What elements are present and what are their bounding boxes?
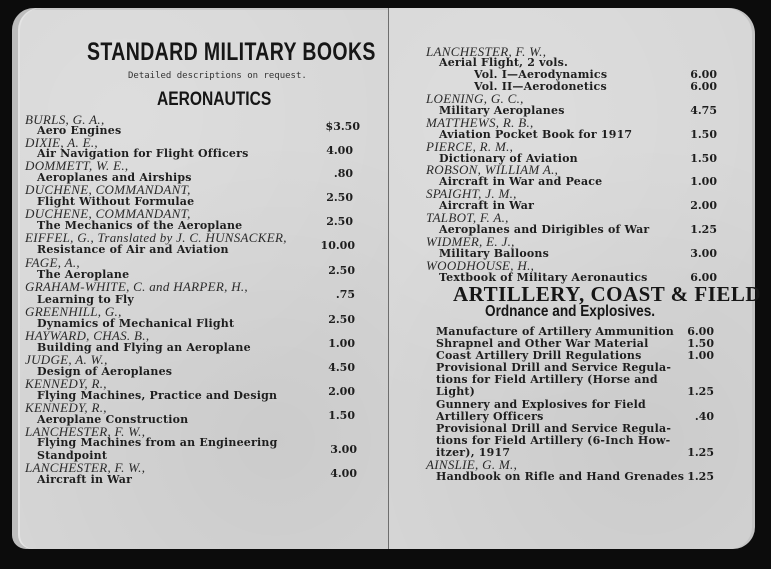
entry-author: ROBSON, WILLIAM A., <box>426 162 559 177</box>
entry-title: Gunnery and Explosives for Field <box>436 398 646 411</box>
entry-title: Aeroplanes and Dirigibles of War <box>439 223 650 236</box>
entry-author: JUDGE, A. W., <box>25 352 108 367</box>
entry-price: .40 <box>694 410 714 423</box>
entry-title: Design of Aeroplanes <box>37 365 173 378</box>
entry-title: Resistance of Air and Aviation <box>37 243 229 256</box>
entry-title-continued: Standpoint <box>37 449 108 462</box>
entry-author: MATTHEWS, R. B., <box>426 115 534 130</box>
entry-price: $3.50 <box>325 120 360 133</box>
entry-author: LOENING, G. C., <box>426 91 524 106</box>
entry-author: DUCHENE, COMMANDANT, <box>25 206 191 221</box>
left-page <box>12 8 389 549</box>
entry-title: Artillery Officers <box>436 410 544 423</box>
entry-author: EIFFEL, G., Translated by J. C. HUNSACKER, <box>25 230 287 245</box>
entry-price: 1.50 <box>687 337 714 350</box>
entry-author: KENNEDY, R., <box>25 376 107 391</box>
entry-title: Military Balloons <box>439 247 549 260</box>
section-heading-artillery: ARTILLERY, COAST & FIELD <box>453 282 762 306</box>
entry-price: 2.00 <box>328 385 355 398</box>
entry-title: Learning to Fly <box>37 293 134 306</box>
volume-title: Vol. II—Aerodonetics <box>474 80 607 93</box>
entry-author: KENNEDY, R., <box>25 400 107 415</box>
entry-price: 6.00 <box>690 68 717 81</box>
entry-author: DIXIE, A. E., <box>25 135 98 150</box>
right-page <box>389 8 762 549</box>
entry-price: 2.50 <box>328 264 355 277</box>
entry-price: 4.75 <box>690 104 717 117</box>
catalog-subheading: Detailed descriptions on request. <box>128 71 307 81</box>
volume-title: Vol. I—Aerodynamics <box>474 68 608 81</box>
entry-title: Air Navigation for Flight Officers <box>37 147 249 160</box>
entry-price: .75 <box>335 288 355 301</box>
entry-title: Flight Without Formulae <box>37 195 195 208</box>
entry-author: LANCHESTER, F. W., <box>426 44 547 59</box>
entry-author: SPAIGHT, J. M., <box>426 186 517 201</box>
entry-author: LANCHESTER, F. W., <box>25 424 146 439</box>
entry-title: Shrapnel and Other War Material <box>436 337 649 350</box>
entry-author: GREENHILL, G., <box>25 304 122 319</box>
entry-title: The Mechanics of the Aeroplane <box>37 219 243 232</box>
catalog-heading: STANDARD MILITARY BOOKS <box>87 38 376 66</box>
entry-title: The Aeroplane <box>37 268 130 281</box>
entry-title: itzer), 1917 <box>436 446 511 459</box>
entry-author: TALBOT, F. A., <box>426 210 509 225</box>
entry-author: WOODHOUSE, H., <box>426 258 535 273</box>
entry-price: 1.25 <box>687 385 714 398</box>
entry-title: tions for Field Artillery (Horse and <box>436 373 658 386</box>
entry-title: Aeroplane Construction <box>37 413 189 426</box>
entry-price: 2.50 <box>326 191 353 204</box>
entry-price: 2.50 <box>326 215 353 228</box>
entry-price: 2.50 <box>328 313 355 326</box>
entry-price: 1.25 <box>687 446 714 459</box>
entry-title: Manufacture of Artillery Ammunition <box>436 325 674 338</box>
entry-author: DOMMETT, W. E., <box>25 158 129 173</box>
section-heading-aeronautics: AERONAUTICS <box>157 89 272 110</box>
entry-price: 1.00 <box>690 175 717 188</box>
entry-title: Flying Machines, Practice and Design <box>37 389 278 402</box>
entry-price: 1.00 <box>328 337 355 350</box>
section-subheading-ordnance: Ordnance and Explosives. <box>485 303 656 320</box>
entry-price: .80 <box>333 167 353 180</box>
entry-price: 1.00 <box>687 349 714 362</box>
entry-title: Dynamics of Mechanical Flight <box>37 317 235 330</box>
entry-price: 4.50 <box>328 361 355 374</box>
entry-title: Military Aeroplanes <box>439 104 565 117</box>
entry-title: Light) <box>436 385 476 398</box>
open-book <box>12 8 762 549</box>
entry-author: FAGE, A., <box>25 255 80 270</box>
entry-title: tions for Field Artillery (6-Inch How- <box>436 434 671 447</box>
entry-price: 6.00 <box>690 271 717 284</box>
entry-price: 1.50 <box>690 128 717 141</box>
entry-price: 1.25 <box>687 470 714 483</box>
entry-author: WIDMER, E. J., <box>426 234 515 249</box>
entry-title: Aviation Pocket Book for 1917 <box>439 128 633 141</box>
entry-title: Textbook of Military Aeronautics <box>439 271 648 284</box>
entry-price: 2.00 <box>690 199 717 212</box>
entry-title: Provisional Drill and Service Regula- <box>436 361 672 374</box>
entry-price: 6.00 <box>690 80 717 93</box>
entry-author: BURLS, G. A., <box>25 112 105 127</box>
entry-title: Aeroplanes and Airships <box>37 171 192 184</box>
entry-author: DUCHENE, COMMANDANT, <box>25 182 191 197</box>
entry-price: 10.00 <box>320 239 355 252</box>
entry-title: Building and Flying an Aeroplane <box>37 341 251 354</box>
entry-price: 1.50 <box>328 409 355 422</box>
entry-price: 4.00 <box>330 467 357 480</box>
entry-title: Coast Artillery Drill Regulations <box>436 349 642 362</box>
entry-author: LANCHESTER, F. W., <box>25 460 146 475</box>
entry-price: 1.25 <box>690 223 717 236</box>
entry-title: Aircraft in War <box>439 199 535 212</box>
entry-title: Flying Machines from an Engineering <box>37 436 278 449</box>
entry-price: 3.00 <box>330 443 357 456</box>
entry-title: Aircraft in War <box>37 473 133 486</box>
entry-title: Handbook on Rifle and Hand Grenades <box>436 470 685 483</box>
entry-title: Provisional Drill and Service Regula- <box>436 422 672 435</box>
entry-author: HAYWARD, CHAS. B., <box>25 328 150 343</box>
entry-price: 1.50 <box>690 152 717 165</box>
entry-price: 4.00 <box>326 144 353 157</box>
entry-price: 3.00 <box>690 247 717 260</box>
entry-author: AINSLIE, G. M., <box>426 457 518 472</box>
entry-title: Dictionary of Aviation <box>439 152 578 165</box>
entry-title: Aerial Flight, 2 vols. <box>439 56 569 69</box>
entry-title: Aero Engines <box>37 124 122 137</box>
entry-price: 6.00 <box>687 325 714 338</box>
entry-author: PIERCE, R. M., <box>426 139 514 154</box>
entry-author: GRAHAM-WHITE, C. and HARPER, H., <box>25 279 248 294</box>
entry-title: Aircraft in War and Peace <box>439 175 603 188</box>
